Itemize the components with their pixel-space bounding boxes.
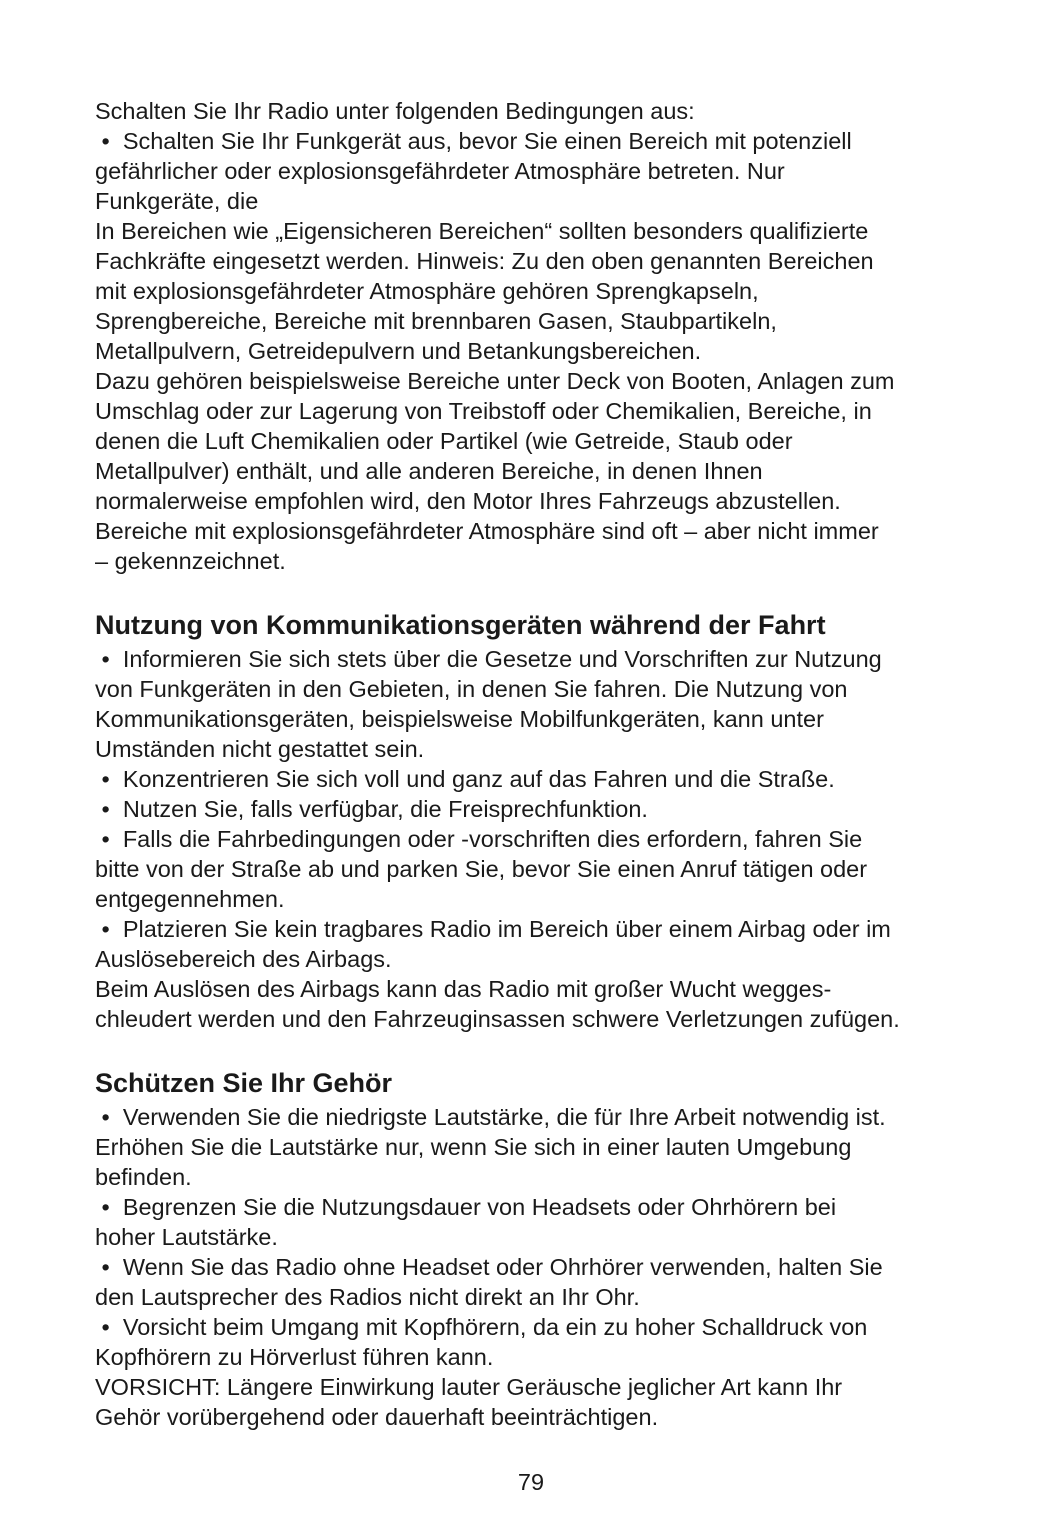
text-line: Umständen nicht gestattet sein. (95, 736, 425, 762)
text-line: • Vorsicht beim Umgang mit Kopfhörern, da ein zu hoher Schalldruck von (95, 1314, 868, 1340)
text-line: Sprengbereiche, Bereiche mit brennbaren Gasen, Staubpartikeln, (95, 308, 777, 334)
text-line: Auslösebereich des Airbags. (95, 946, 392, 972)
text-line: • Wenn Sie das Radio ohne Headset oder Ohrhörer verwenden, halten Sie (95, 1254, 883, 1280)
text-line: • Informieren Sie sich stets über die Gesetze und Vorschriften zur Nutzung (95, 646, 882, 672)
text-line: mit explosionsgefährdeter Atmosphäre gehören Sprengkapseln, (95, 278, 759, 304)
page-number: 79 (517, 1469, 545, 1495)
text-line: • Nutzen Sie, falls verfügbar, die Freisprechfunktion. (95, 796, 648, 822)
section-gap (95, 576, 975, 608)
text-line: Metallpulvern, Getreidepulvern und Betankungsbereichen. (95, 338, 702, 364)
text-line: Beim Auslösen des Airbags kann das Radio mit großer Wucht wegges- (95, 976, 832, 1002)
text-line: – gekennzeichnet. (95, 548, 286, 574)
section-hearing-protection (95, 1066, 975, 1432)
text-line: In Bereichen wie „Eigensicheren Bereichen“ sollten besonders qualifizierte (95, 218, 869, 244)
text-line: gefährlicher oder explosionsgefährdeter Atmosphäre betreten. Nur (95, 158, 785, 184)
text-line: • Schalten Sie Ihr Funkgerät aus, bevor Sie einen Bereich mit potenziell (95, 128, 852, 154)
section-heading: Schützen Sie Ihr Gehör (95, 1068, 393, 1098)
text-line: Erhöhen Sie die Lautstärke nur, wenn Sie sich in einer lauten Umgebung (95, 1134, 852, 1160)
text-line: entgegennehmen. (95, 886, 285, 912)
text-line: Fachkräfte eingesetzt werden. Hinweis: Zu den oben genannten Bereichen (95, 248, 874, 274)
text-line: den Lautsprecher des Radios nicht direkt an Ihr Ohr. (95, 1284, 640, 1310)
text-line: chleudert werden und den Fahrzeuginsassen schwere Verletzungen zufügen. (95, 1006, 900, 1032)
text-line: • Verwenden Sie die niedrigste Lautstärke, die für Ihre Arbeit notwendig ist. (95, 1104, 886, 1130)
text-line: hoher Lautstärke. (95, 1224, 278, 1250)
text-line: denen die Luft Chemikalien oder Partikel (wie Getreide, Staub oder (95, 428, 793, 454)
text-line: • Falls die Fahrbedingungen oder -vorschriften dies erfordern, fahren Sie (95, 826, 863, 852)
text-line: Funkgeräte, die (95, 188, 259, 214)
text-line: Schalten Sie Ihr Radio unter folgenden Bedingungen aus: (95, 98, 695, 124)
text-line: bitte von der Straße ab und parken Sie, bevor Sie einen Anruf tätigen oder (95, 856, 868, 882)
text-line: Bereiche mit explosionsgefährdeter Atmosphäre sind oft – aber nicht immer (95, 518, 879, 544)
text-line: • Konzentrieren Sie sich voll und ganz auf das Fahren und die Straße. (95, 766, 835, 792)
section-radio-shutdown (95, 96, 975, 576)
section-heading: Nutzung von Kommunikationsgeräten während der Fahrt (95, 610, 826, 640)
document-page (95, 96, 975, 1432)
text-line: Metallpulver) enthält, und alle anderen Bereiche, in denen Ihnen (95, 458, 763, 484)
text-line: von Funkgeräten in den Gebieten, in denen Sie fahren. Die Nutzung von (95, 676, 848, 702)
text-line: Kommunikationsgeräten, beispielsweise Mobilfunkgeräten, kann unter (95, 706, 824, 732)
text-line: Kopfhörern zu Hörverlust führen kann. (95, 1344, 494, 1370)
section-gap (95, 1034, 975, 1066)
text-line: Dazu gehören beispielsweise Bereiche unter Deck von Booten, Anlagen zum (95, 368, 895, 394)
text-line: • Platzieren Sie kein tragbares Radio im Bereich über einem Airbag oder im (95, 916, 891, 942)
section-driving-communication (95, 608, 975, 1034)
text-line: Umschlag oder zur Lagerung von Treibstoff oder Chemikalien, Bereiche, in (95, 398, 872, 424)
text-line: normalerweise empfohlen wird, den Motor Ihres Fahrzeugs abzustellen. (95, 488, 841, 514)
text-line: befinden. (95, 1164, 192, 1190)
text-line: Gehör vorübergehend oder dauerhaft beeinträchtigen. (95, 1404, 659, 1430)
text-line: VORSICHT: Längere Einwirkung lauter Geräusche jeglicher Art kann Ihr (95, 1374, 843, 1400)
text-line: • Begrenzen Sie die Nutzungsdauer von Headsets oder Ohrhörern bei (95, 1194, 837, 1220)
